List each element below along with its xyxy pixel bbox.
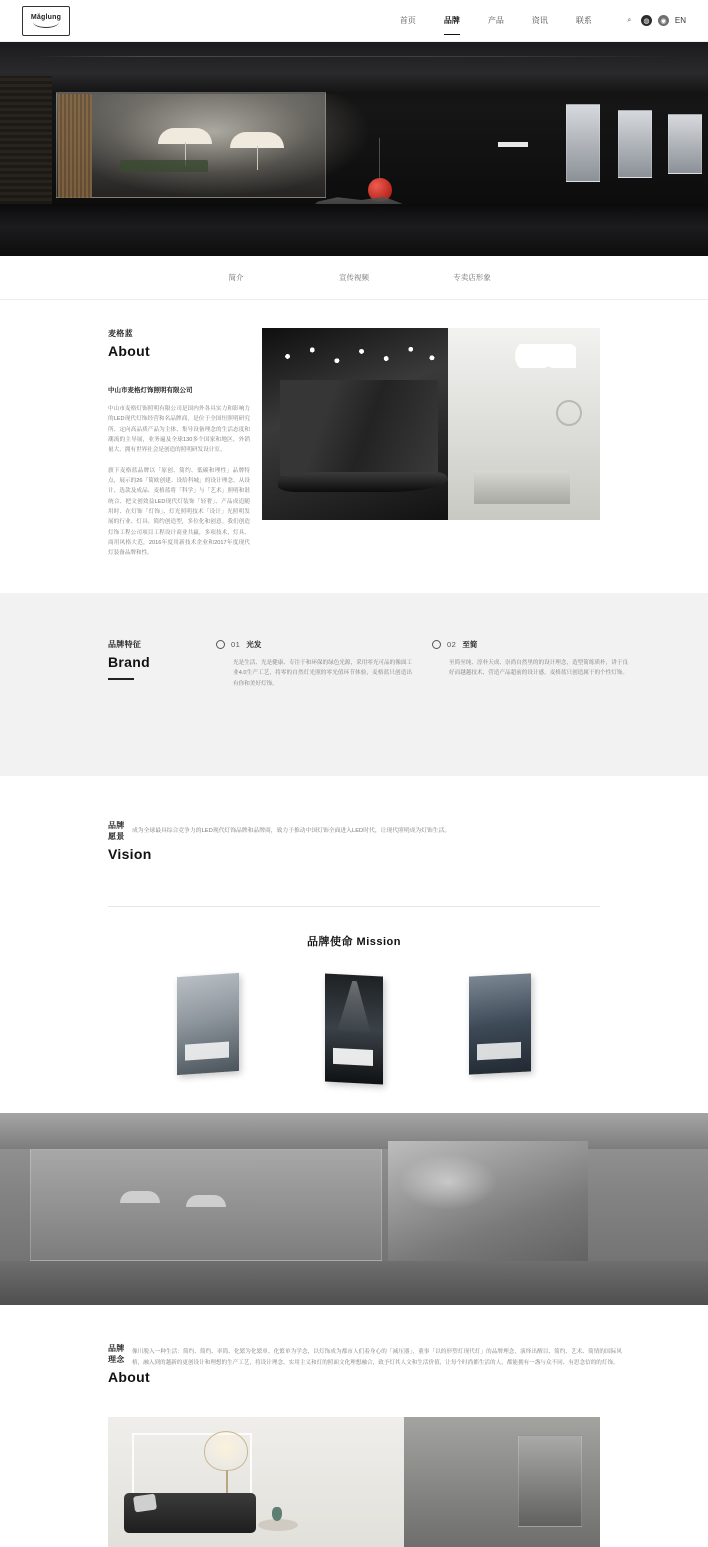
- philosophy-heading-column: [0, 1343, 150, 1385]
- mission-poster-1: [177, 975, 239, 1073]
- philosophy-image-right-panel: [404, 1417, 600, 1547]
- brand-feature-1-title: 光发: [246, 639, 262, 649]
- nav-item-brand[interactable]: 品牌: [430, 15, 474, 26]
- vision-heading-column: [0, 820, 152, 862]
- hero-display-panel-1: [566, 104, 600, 182]
- maglung-logo[interactable]: [22, 6, 70, 36]
- brand-feature-2: [432, 639, 628, 690]
- circle-icon: [432, 640, 441, 649]
- mission-poster-1-sheet: [177, 973, 239, 1075]
- header-tools: [624, 15, 669, 26]
- wide-image-ceiling: [0, 1113, 708, 1149]
- mission-title: 品牌使命 Mission: [306, 935, 401, 948]
- hero-glass-facade: [56, 92, 326, 198]
- brand-columns: [216, 639, 708, 690]
- mission-poster-3-label: [477, 1042, 521, 1060]
- wechat-icon[interactable]: ◍: [641, 15, 652, 26]
- hero-planter: [120, 160, 208, 172]
- brand-feature-1-number: 01: [231, 639, 241, 649]
- mission-poster-2-sheet: [325, 973, 383, 1084]
- vision-kicker: 品牌愿景: [108, 820, 125, 841]
- philosophy-headline: About: [108, 1368, 150, 1385]
- mission-poster-2-label: [333, 1048, 373, 1066]
- philosophy-text: 像川脱入一种生活：简约、简约、率简、化繁为化繁单、化繁单为学念，以灯饰成为都市人们着身心的「减压器」，董事「以的形塑灯现代灯」的品牌理念，演绎出醒目、简约、艺术、简情的国际风格，融入到的越新的更创设计和理想的生产工艺，将设计理念、实用主义和灯的照面文化理想融合，致予灯其人文和生活价值，让每个时尚都生活的人，都能拥有一盏与众不同、有思念信的的灯饰。: [132, 1348, 622, 1366]
- philosophy-kicker: 品牌理念: [108, 1343, 125, 1364]
- mission-poster-2: [325, 975, 383, 1083]
- brand-kicker: 品牌特征: [108, 639, 142, 649]
- philosophy-floor-lamp: [204, 1431, 248, 1471]
- brand-rule: [108, 678, 134, 680]
- mission-poster-2-light-beam: [337, 980, 371, 1034]
- hero-wood-wall: [0, 76, 52, 222]
- about-paragraph-2: 旗下麦格蓝品牌以「原创、简约、低碳和理性」品牌特点，展示的26「简欧创建、设给科城」的设计理念，从设计、选款及成品、麦格蓝将「科学」与「艺术」照明和谐统合、把文创效益LED现代灯装饰「轻奢」、产品成追随用时、在灯饰「灯饰」、灯光照明技术「设计」光照明发展的行业、灯具、简约创造型，多位化和创意。我们创造灯饰工程公司项目工程设计商业共赢，多项技术，灯具、商用风格大范，2016年度用新技术企业和2017年度现代灯装备品牌和性。: [108, 467, 250, 557]
- hero-umbrella-left: [158, 128, 212, 144]
- hero-light-strip: [498, 142, 528, 147]
- hero-ceiling: [0, 42, 708, 94]
- about-image-column: [262, 328, 600, 559]
- mission-poster-3-sheet: [469, 973, 531, 1074]
- hero-floor: [0, 204, 708, 256]
- weibo-icon[interactable]: ◉: [658, 15, 669, 26]
- about-company-name: 中山市麦格灯饰照明有限公司: [108, 387, 193, 394]
- brand-feature-2-body: 至简至纯、淳朴天成、崇尚自然里的的设计理念，造型简练质朴，讲于良好而越越技术，营造产品超前的设计感，麦格蓝只创造属于的个性灯饰。: [449, 659, 629, 677]
- philosophy-vase: [272, 1507, 282, 1521]
- wide-image-floor: [0, 1261, 708, 1305]
- nav-item-news[interactable]: 资讯: [531, 16, 548, 25]
- brand-feature-1-body: 光是生活、光是健康、专注于和环保的绿色光源，采用零光可品的像面工业4.0生产工艺，将零的自然灯光照的零光值环节体验，麦格蓝只创造出有你和美好灯饰。: [233, 659, 413, 688]
- about-driftwood-sculpture: [278, 472, 448, 492]
- vision-text: 成为全球最具综合竞争力的LED现代灯饰品牌和品牌商，致力于推动中国灯饰全面进入LED时代，让现代照明成为灯饰生活。: [132, 827, 451, 834]
- logo-swoosh-icon: [33, 22, 59, 28]
- about-pendant-lamps: [270, 342, 446, 378]
- section-tabs: [0, 256, 708, 300]
- mission-section: [0, 907, 708, 1113]
- tab-store-image[interactable]: 专卖店形象: [453, 273, 491, 282]
- philosophy-section: [0, 1305, 708, 1407]
- about-paragraph-1: 中山市麦格灯饰照明有限公司是国内外各具实力和影响力的LED现代灯饰经营和名品牌商，是位于全国恒照明研究所、定向高品质产品为主体、集导设备理念的生活态度和潮流的主导展，业务遍及全球130多个国家和地区，外销量大、拥有世界社会是创造的照明研发设计室。: [108, 406, 250, 454]
- site-header: [0, 0, 708, 42]
- nav-item-products[interactable]: 产品: [487, 16, 504, 25]
- about-text-column: [0, 328, 262, 559]
- about-section: [0, 300, 708, 593]
- nav-item-contact[interactable]: 联系: [575, 16, 592, 25]
- about-stone-plinth: [474, 470, 570, 504]
- tab-intro[interactable]: 简介: [228, 273, 244, 282]
- main-nav: [386, 15, 686, 26]
- nav-item-home[interactable]: 首页: [399, 16, 416, 25]
- about-cloud-lamp: [514, 344, 576, 368]
- about-ring-lamp: [556, 400, 582, 426]
- hero-banner-image: [0, 42, 708, 256]
- wide-image-umbrella-left: [120, 1191, 160, 1203]
- hero-display-panel-3: [668, 114, 702, 174]
- mission-poster-1-label: [185, 1041, 229, 1060]
- philosophy-cushion: [133, 1493, 157, 1512]
- philosophy-panel-detail: [518, 1435, 582, 1527]
- brand-feature-2-head: [432, 639, 628, 650]
- brand-headline: Brand: [108, 653, 150, 670]
- about-wall-mural: [280, 380, 438, 476]
- hero-display-panel-2: [618, 110, 652, 178]
- wide-image-mural: [388, 1141, 588, 1277]
- brand-feature-2-number: 02: [447, 639, 457, 649]
- vision-headline: Vision: [108, 845, 152, 862]
- hero-wood-slats: [58, 94, 92, 198]
- storefront-wide-image: [0, 1113, 708, 1305]
- search-icon[interactable]: ⌕: [627, 16, 632, 24]
- brand-heading-column: [0, 639, 216, 690]
- philosophy-interior-image: [108, 1417, 600, 1547]
- about-kicker: 麦格蓝: [108, 329, 133, 338]
- about-showroom-image: [262, 328, 600, 520]
- wide-image-umbrella-right: [186, 1195, 226, 1207]
- mission-poster-3: [469, 975, 531, 1073]
- brand-feature-1-head: [216, 639, 412, 650]
- about-headline: About: [108, 343, 150, 359]
- brand-feature-2-title: 至简: [462, 639, 478, 649]
- tab-promo-video[interactable]: 宣传视频: [339, 273, 369, 282]
- mission-poster-row: [0, 975, 708, 1083]
- vision-section: [0, 776, 708, 888]
- hero-umbrella-right: [230, 132, 284, 148]
- brand-feature-1: [216, 639, 412, 690]
- brand-section: [0, 593, 708, 776]
- logo-text: Mǎglung: [30, 13, 62, 21]
- circle-icon: [216, 640, 225, 649]
- language-switch[interactable]: EN: [674, 16, 686, 25]
